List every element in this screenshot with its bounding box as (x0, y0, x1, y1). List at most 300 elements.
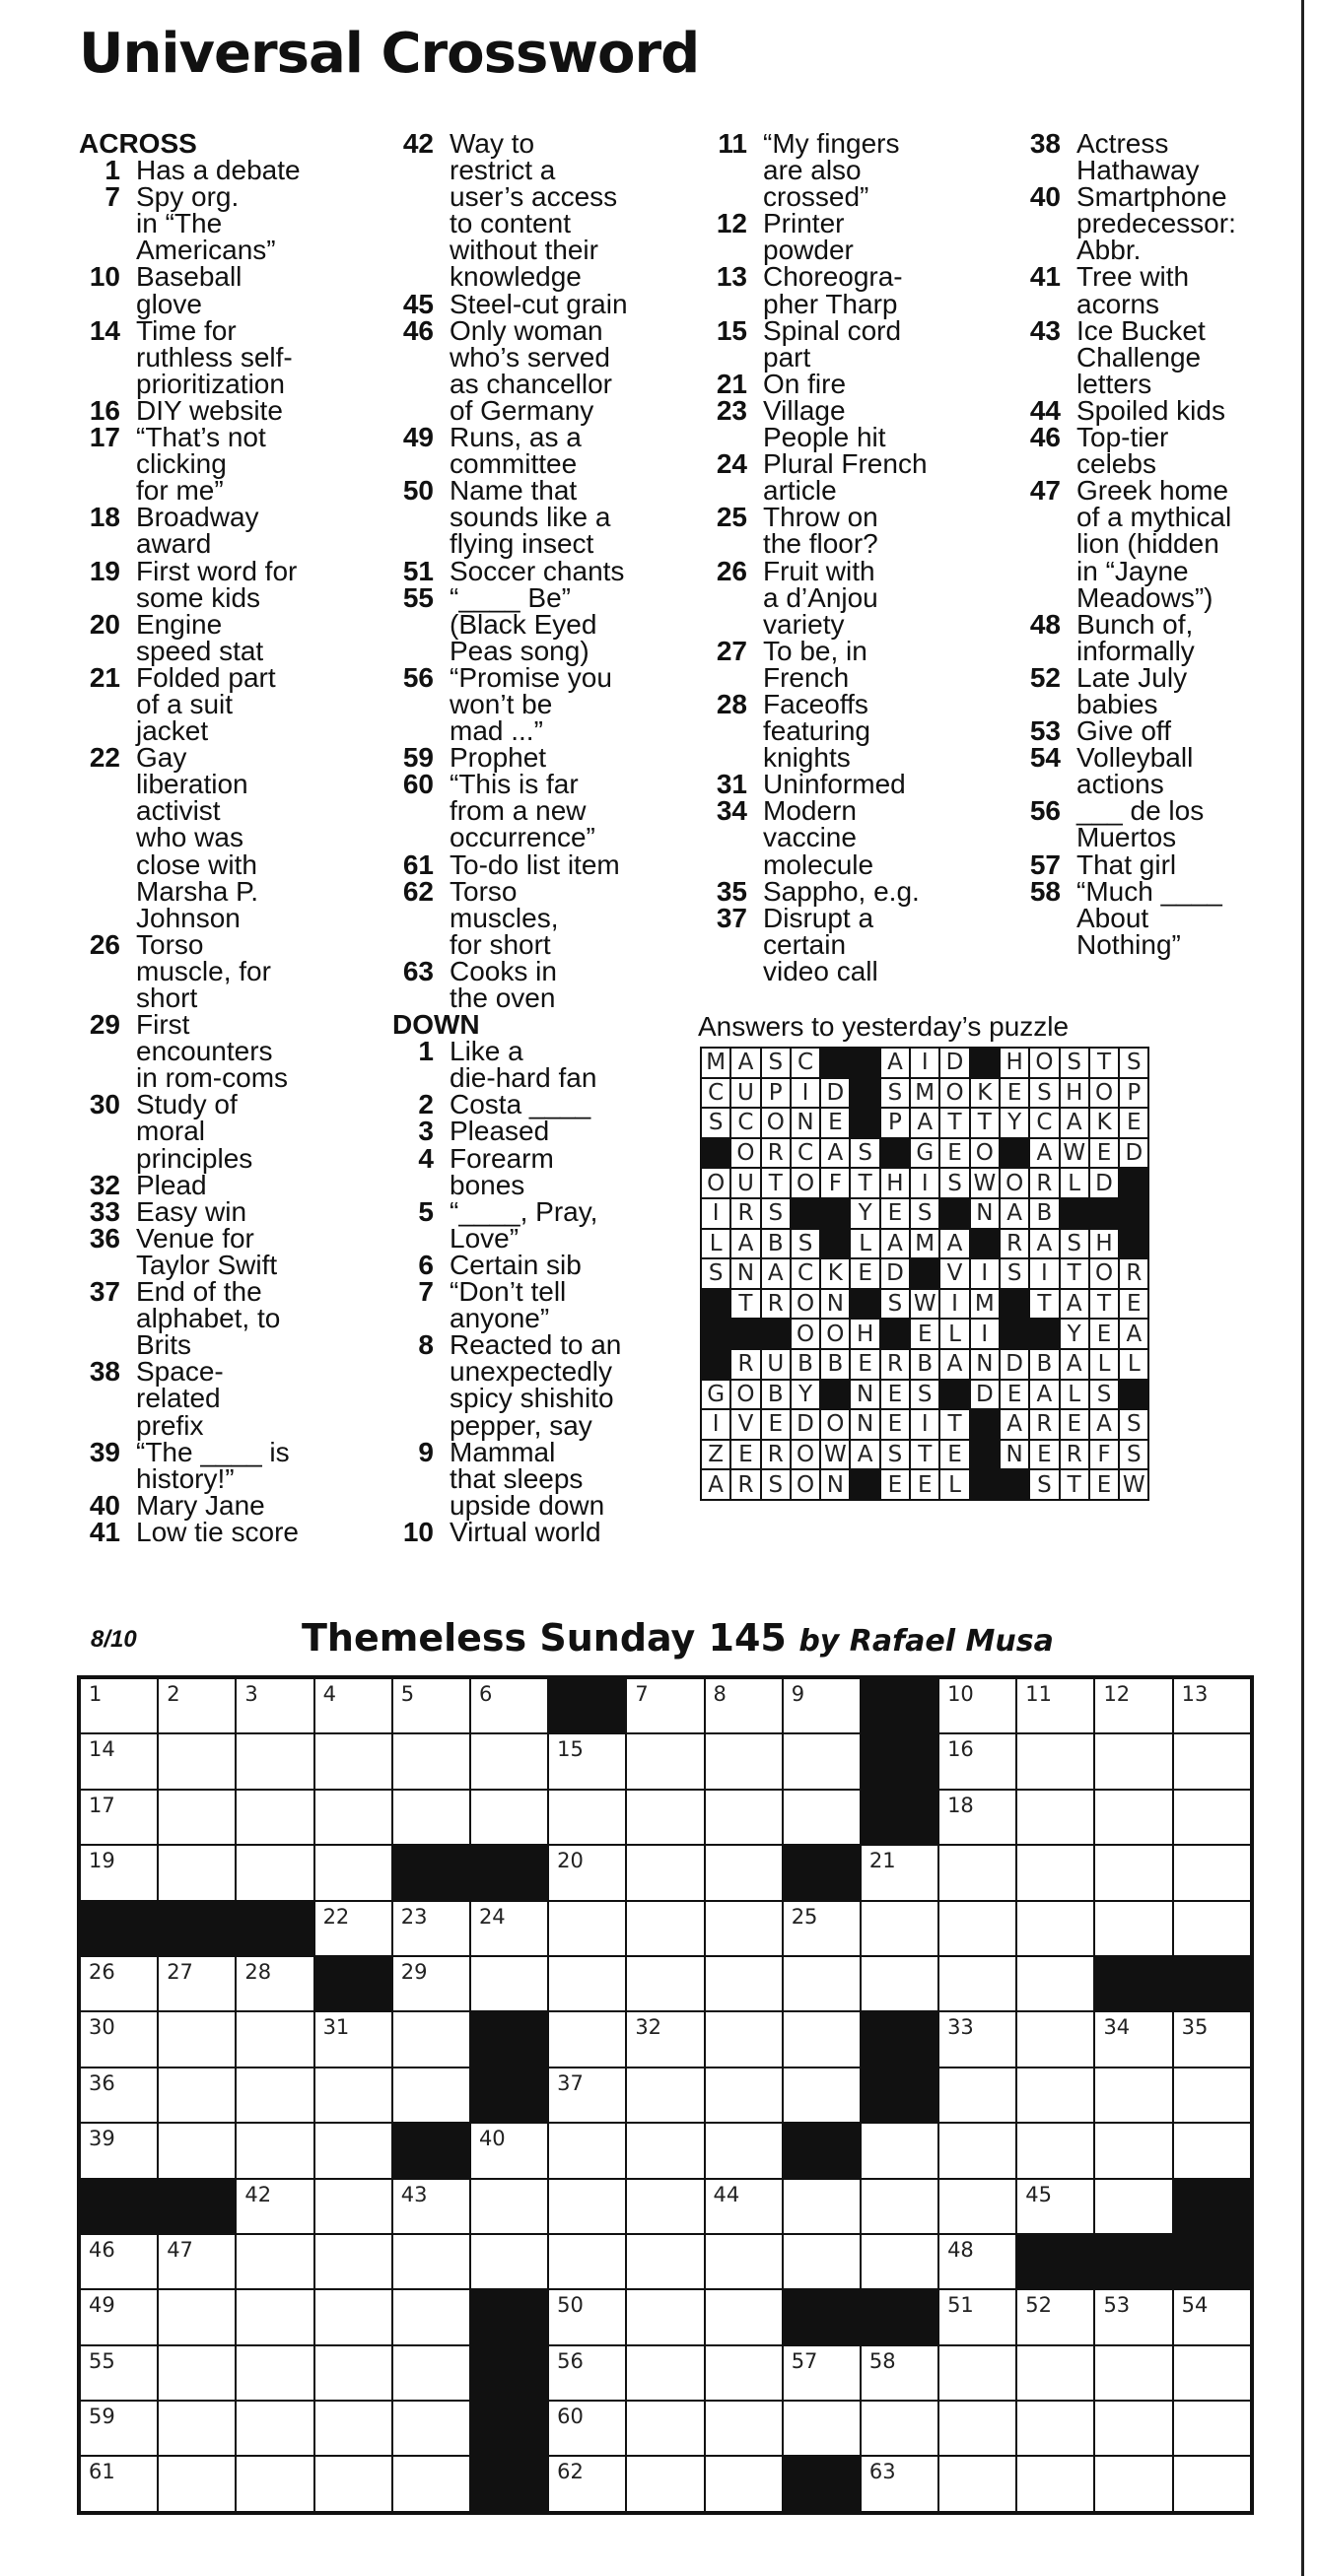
grid-cell[interactable] (705, 1733, 783, 1789)
clue-text-line: Torso (450, 875, 518, 907)
grid-cell[interactable] (1016, 1733, 1094, 1789)
grid-cell[interactable] (1016, 1677, 1094, 1733)
grid-cell[interactable] (470, 1901, 548, 1956)
answer-block-cell (1119, 1380, 1148, 1410)
grid-cell[interactable] (626, 1790, 704, 1845)
grid-cell[interactable] (783, 2234, 861, 2289)
grid-cell[interactable] (705, 1956, 783, 2011)
grid-cell[interactable] (938, 2345, 1016, 2401)
grid-cell[interactable] (1016, 2068, 1094, 2123)
grid-cell[interactable] (236, 2345, 313, 2401)
grid-cell[interactable] (1094, 2123, 1172, 2178)
grid-cell[interactable] (626, 2345, 704, 2401)
grid-cell[interactable] (938, 1790, 1016, 1845)
clue-text-line: Baseball (136, 261, 243, 293)
answer-letter-cell: A (1119, 1319, 1148, 1349)
grid-row (79, 2401, 1252, 2456)
grid-cell[interactable] (1173, 1790, 1252, 1845)
clue-down-53 (1019, 715, 1315, 747)
clue-text-line: certain (763, 928, 847, 960)
grid-cell[interactable] (236, 1790, 313, 1845)
clue-text-line: Certain sib (450, 1249, 582, 1280)
grid-cell[interactable] (158, 2289, 236, 2344)
grid-cell[interactable] (392, 2179, 470, 2234)
cell-number: 36 (89, 2070, 115, 2095)
grid-cell[interactable] (314, 1845, 392, 1900)
grid-row (79, 1733, 1252, 1789)
clue-text-line: “That’s not (136, 422, 266, 453)
grid-cell[interactable] (314, 2123, 392, 2178)
grid-cell[interactable] (79, 2456, 158, 2512)
grid-cell[interactable] (626, 2011, 704, 2067)
grid-cell[interactable] (626, 2289, 704, 2344)
grid-cell[interactable] (1094, 1733, 1172, 1789)
clue-text-line: Village (763, 394, 846, 426)
clue-text-line: Modern (763, 795, 857, 827)
grid-cell[interactable] (158, 1956, 236, 2011)
grid-cell[interactable] (79, 1845, 158, 1900)
cell-number: 15 (557, 1737, 584, 1762)
puzzle-title: Themeless Sunday 145 (302, 1616, 787, 1660)
grid-row (79, 2456, 1252, 2512)
clue-number: 41 (1029, 261, 1061, 293)
grid-cell[interactable] (1016, 1956, 1094, 2011)
grid-cell[interactable] (314, 1733, 392, 1789)
grid-cell[interactable] (861, 2234, 938, 2289)
grid-cell[interactable] (79, 2345, 158, 2401)
grid-cell[interactable] (314, 2068, 392, 2123)
grid-cell[interactable] (626, 2234, 704, 2289)
grid-cell[interactable] (938, 2068, 1016, 2123)
grid-cell[interactable] (783, 2011, 861, 2067)
answer-letter-cell: V (730, 1409, 760, 1440)
black-square (783, 2123, 861, 2178)
answer-letter-cell: T (850, 1168, 879, 1198)
grid-cell[interactable] (548, 1733, 626, 1789)
answer-letter-cell: S (910, 1380, 939, 1410)
clue-text-line: “Much ____ (1076, 875, 1222, 907)
grid-cell[interactable] (392, 2456, 470, 2512)
grid-cell[interactable] (236, 2011, 313, 2067)
grid-cell[interactable] (626, 2123, 704, 2178)
grid-cell[interactable] (470, 2234, 548, 2289)
grid-cell[interactable] (392, 1733, 470, 1789)
clue-number: 51 (402, 555, 434, 586)
grid-cell[interactable] (705, 2401, 783, 2456)
grid-cell[interactable] (79, 2234, 158, 2289)
grid-cell[interactable] (626, 1901, 704, 1956)
cell-number: 3 (244, 1682, 258, 1706)
grid-cell[interactable] (783, 2068, 861, 2123)
clue-text-line: Printer (763, 208, 845, 239)
grid-cell[interactable] (1173, 1901, 1252, 1956)
grid-cell[interactable] (1173, 2068, 1252, 2123)
answer-letter-cell: P (1119, 1078, 1148, 1109)
grid-cell[interactable] (783, 1901, 861, 1956)
grid-cell[interactable] (314, 2289, 392, 2344)
grid-cell[interactable] (158, 1677, 236, 1733)
grid-cell[interactable] (470, 2123, 548, 2178)
answer-letter-cell: G (910, 1138, 939, 1169)
grid-cell[interactable] (79, 1790, 158, 1845)
clue-text-line: Greek home (1076, 475, 1229, 507)
answer-letter-cell: T (761, 1168, 791, 1198)
answer-letter-cell: E (1000, 1078, 1029, 1109)
grid-cell[interactable] (1094, 2345, 1172, 2401)
cell-number: 52 (1025, 2293, 1052, 2318)
clue-number: 5 (418, 1195, 434, 1227)
grid-cell[interactable] (314, 2345, 392, 2401)
grid-cell[interactable] (938, 1677, 1016, 1733)
grid-cell[interactable] (1094, 2401, 1172, 2456)
grid-cell[interactable] (1016, 2179, 1094, 2234)
grid-cell[interactable] (1173, 2123, 1252, 2178)
clue-text-line: flying insect (450, 528, 594, 560)
grid-cell[interactable] (705, 2179, 783, 2234)
clue-text-line: Spoiled kids (1076, 394, 1225, 426)
grid-cell[interactable] (392, 2234, 470, 2289)
grid-cell[interactable] (1016, 2289, 1094, 2344)
answer-letter-cell: K (820, 1258, 850, 1289)
clue-number: 45 (402, 288, 434, 319)
answer-letter-cell: A (939, 1349, 969, 1380)
grid-cell[interactable] (158, 2345, 236, 2401)
grid-cell[interactable] (236, 2401, 313, 2456)
grid-cell[interactable] (938, 2123, 1016, 2178)
clue-number: 21 (89, 661, 120, 693)
answer-letter-cell: O (701, 1168, 730, 1198)
grid-cell[interactable] (158, 2456, 236, 2512)
puzzle-heading (302, 1614, 1054, 1670)
grid-cell[interactable] (705, 2011, 783, 2067)
grid-cell[interactable] (705, 1845, 783, 1900)
grid-cell[interactable] (236, 2068, 313, 2123)
grid-cell[interactable] (470, 1956, 548, 2011)
grid-cell[interactable] (470, 1733, 548, 1789)
grid-cell[interactable] (1094, 2179, 1172, 2234)
answer-letter-cell: E (939, 1138, 969, 1169)
grid-cell[interactable] (236, 1956, 313, 2011)
grid-cell[interactable] (705, 2345, 783, 2401)
clue-down-3 (392, 1116, 688, 1147)
answer-letter-cell: H (1089, 1229, 1119, 1259)
grid-cell[interactable] (626, 2456, 704, 2512)
grid-cell[interactable] (79, 1956, 158, 2011)
clue-across-21 (79, 661, 375, 747)
answer-letter-cell: E (880, 1409, 910, 1440)
grid-cell[interactable] (392, 1790, 470, 1845)
grid-cell[interactable] (158, 1733, 236, 1789)
answer-block-cell (701, 1319, 730, 1349)
grid-cell[interactable] (236, 2234, 313, 2289)
grid-cell[interactable] (938, 2179, 1016, 2234)
grid-cell[interactable] (392, 1901, 470, 1956)
grid-cell[interactable] (1173, 2345, 1252, 2401)
answer-block-cell (850, 1108, 879, 1138)
grid-cell[interactable] (548, 1790, 626, 1845)
grid-cell[interactable] (79, 2289, 158, 2344)
grid-cell[interactable] (392, 1677, 470, 1733)
cell-number: 55 (89, 2348, 115, 2373)
grid-cell[interactable] (548, 2234, 626, 2289)
grid-cell[interactable] (1094, 1677, 1172, 1733)
grid-cell[interactable] (626, 2068, 704, 2123)
clue-text-line: the floor? (763, 528, 878, 560)
grid-cell[interactable] (1094, 2068, 1172, 2123)
clue-text-line: Uninformed (763, 769, 906, 800)
grid-cell[interactable] (1173, 1733, 1252, 1789)
grid-cell[interactable] (548, 2123, 626, 2178)
grid-cell[interactable] (1173, 2289, 1252, 2344)
grid-cell[interactable] (1173, 2456, 1252, 2512)
clue-text-line: Top-tier (1076, 422, 1169, 453)
grid-cell[interactable] (783, 1956, 861, 2011)
cell-number: 2 (167, 1682, 180, 1706)
grid-cell[interactable] (392, 1956, 470, 2011)
grid-cell[interactable] (79, 2011, 158, 2067)
cell-number: 34 (1103, 2015, 1131, 2040)
clue-text-line: Disrupt a (763, 902, 874, 933)
grid-cell[interactable] (1016, 1901, 1094, 1956)
answer-letter-cell: A (1029, 1138, 1059, 1169)
grid-cell[interactable] (236, 2123, 313, 2178)
grid-cell[interactable] (79, 2068, 158, 2123)
answer-block-cell (1000, 1469, 1029, 1500)
answer-letter-cell: B (1029, 1349, 1059, 1380)
clue-number: 7 (104, 181, 120, 213)
grid-cell[interactable] (783, 2179, 861, 2234)
grid-cell[interactable] (626, 1956, 704, 2011)
grid-cell[interactable] (861, 2123, 938, 2178)
grid-cell[interactable] (705, 2068, 783, 2123)
grid-cell[interactable] (314, 2456, 392, 2512)
black-square (1173, 2234, 1252, 2289)
answer-row (701, 1469, 1148, 1500)
grid-cell[interactable] (158, 2123, 236, 2178)
cell-number: 24 (478, 1904, 506, 1929)
clue-text-line: People hit (763, 422, 886, 453)
cell-number: 57 (791, 2348, 818, 2373)
grid-cell[interactable] (392, 2289, 470, 2344)
grid-cell[interactable] (548, 2068, 626, 2123)
answer-letter-cell: S (910, 1198, 939, 1229)
grid-cell[interactable] (158, 1845, 236, 1900)
grid-cell[interactable] (236, 1677, 313, 1733)
grid-cell[interactable] (705, 2456, 783, 2512)
grid-cell[interactable] (705, 1790, 783, 1845)
grid-cell[interactable] (1016, 1790, 1094, 1845)
clue-text-line: “Don’t tell (450, 1276, 567, 1308)
clue-text-line: muscle, for (136, 955, 271, 986)
clue-text-line: acorns (1076, 288, 1160, 319)
answer-letter-cell: B (761, 1380, 791, 1410)
grid-cell[interactable] (548, 2345, 626, 2401)
answer-letter-cell: N (820, 1289, 850, 1320)
grid-cell[interactable] (938, 2234, 1016, 2289)
grid-cell[interactable] (236, 1845, 313, 1900)
clue-text-line: predecessor: (1076, 208, 1236, 239)
clue-text-line: occurrence” (450, 822, 595, 853)
grid-cell[interactable] (158, 2068, 236, 2123)
grid-cell[interactable] (548, 1901, 626, 1956)
clue-text-line: speed stat (136, 635, 264, 666)
grid-cell[interactable] (158, 2234, 236, 2289)
grid-cell[interactable] (314, 2011, 392, 2067)
clue-text-line: won’t be (450, 688, 553, 719)
grid-cell[interactable] (470, 1677, 548, 1733)
grid-cell[interactable] (1016, 1845, 1094, 1900)
grid-cell[interactable] (1094, 2456, 1172, 2512)
answer-letter-cell: E (880, 1380, 910, 1410)
grid-cell[interactable] (392, 2011, 470, 2067)
grid-cell[interactable] (1094, 1845, 1172, 1900)
grid-cell[interactable] (626, 1733, 704, 1789)
clue-text-line: moral (136, 1116, 206, 1147)
grid-cell[interactable] (236, 2179, 313, 2234)
answer-letter-cell: N (850, 1380, 879, 1410)
grid-cell[interactable] (938, 1845, 1016, 1900)
grid-cell[interactable] (314, 2401, 392, 2456)
clue-text-line: Peas song) (450, 635, 589, 666)
grid-cell[interactable] (1016, 2401, 1094, 2456)
grid-cell[interactable] (548, 1845, 626, 1900)
grid-cell[interactable] (470, 2179, 548, 2234)
clue-down-13 (706, 261, 1002, 319)
grid-cell[interactable] (861, 1901, 938, 1956)
grid-cell[interactable] (158, 1790, 236, 1845)
grid-cell[interactable] (783, 1677, 861, 1733)
grid-cell[interactable] (626, 2179, 704, 2234)
answer-letter-cell: B (791, 1349, 820, 1380)
grid-cell[interactable] (158, 2401, 236, 2456)
clue-text-line: mad ...” (450, 715, 543, 747)
clue-text-line: Like a (450, 1036, 523, 1067)
grid-cell[interactable] (1173, 1677, 1252, 1733)
grid-cell[interactable] (861, 2179, 938, 2234)
grid-cell[interactable] (314, 1677, 392, 1733)
grid-cell[interactable] (1016, 2011, 1094, 2067)
grid-cell[interactable] (79, 1677, 158, 1733)
previous-answers-title: Answers to yesterday’s puzzle (698, 1011, 1070, 1042)
grid-cell[interactable] (626, 1845, 704, 1900)
grid-cell[interactable] (705, 2123, 783, 2178)
black-square (392, 1845, 470, 1900)
answer-letter-cell: T (1089, 1048, 1119, 1078)
grid-cell[interactable] (1094, 2011, 1172, 2067)
cell-number: 59 (89, 2405, 115, 2429)
grid-cell[interactable] (314, 1790, 392, 1845)
grid-cell[interactable] (392, 2401, 470, 2456)
grid-cell[interactable] (861, 2456, 938, 2512)
grid-cell[interactable] (861, 2401, 938, 2456)
grid-cell[interactable] (392, 2345, 470, 2401)
grid-cell[interactable] (783, 2401, 861, 2456)
clue-number: 56 (402, 661, 434, 693)
clue-down-1 (392, 1036, 688, 1094)
clue-down-57 (1019, 848, 1315, 880)
grid-cell[interactable] (236, 2289, 313, 2344)
page-title: Universal Crossword (79, 22, 700, 86)
answer-letter-cell: E (730, 1440, 760, 1470)
grid-cell[interactable] (79, 2401, 158, 2456)
grid-cell[interactable] (938, 2289, 1016, 2344)
grid-cell[interactable] (1016, 2123, 1094, 2178)
grid-cell[interactable] (236, 1733, 313, 1789)
grid-cell[interactable] (1173, 2011, 1252, 2067)
grid-cell[interactable] (1094, 1901, 1172, 1956)
grid-cell[interactable] (1016, 2345, 1094, 2401)
grid-cell[interactable] (79, 2123, 158, 2178)
grid-cell[interactable] (705, 1901, 783, 1956)
grid-cell[interactable] (938, 2401, 1016, 2456)
grid-cell[interactable] (783, 1733, 861, 1789)
clue-across-17 (79, 422, 375, 507)
grid-cell[interactable] (705, 2289, 783, 2344)
cell-number: 23 (400, 1904, 428, 1929)
grid-cell[interactable] (548, 2011, 626, 2067)
grid-cell[interactable] (1094, 1790, 1172, 1845)
grid-cell[interactable] (79, 1733, 158, 1789)
grid-cell[interactable] (861, 2345, 938, 2401)
clue-text-line: Plead (136, 1169, 207, 1200)
grid-cell[interactable] (938, 1956, 1016, 2011)
answer-letter-cell: H (850, 1319, 879, 1349)
grid-row (79, 2234, 1252, 2289)
grid-cell[interactable] (626, 1677, 704, 1733)
grid-cell[interactable] (938, 2456, 1016, 2512)
answer-row (701, 1229, 1148, 1259)
clue-text-line: related (136, 1383, 221, 1414)
grid-cell[interactable] (938, 1901, 1016, 1956)
black-square (392, 2123, 470, 2178)
grid-cell[interactable] (548, 2179, 626, 2234)
clue-across-38 (79, 1356, 375, 1441)
grid-cell[interactable] (314, 2179, 392, 2234)
grid-cell[interactable] (938, 1733, 1016, 1789)
grid-cell[interactable] (783, 1790, 861, 1845)
grid-cell[interactable] (861, 1845, 938, 1900)
grid-cell[interactable] (783, 2345, 861, 2401)
grid-cell[interactable] (548, 1956, 626, 2011)
grid-cell[interactable] (548, 2401, 626, 2456)
grid-cell[interactable] (158, 2011, 236, 2067)
grid-cell[interactable] (236, 2456, 313, 2512)
grid-cell[interactable] (705, 2234, 783, 2289)
clue-text-line: variety (763, 608, 845, 640)
answer-letter-cell: G (701, 1380, 730, 1410)
grid-cell[interactable] (626, 2401, 704, 2456)
cell-number: 60 (557, 2405, 584, 2429)
grid-cell[interactable] (548, 2456, 626, 2512)
clue-down-6 (392, 1249, 688, 1280)
answer-letter-cell: A (880, 1048, 910, 1078)
grid-cell[interactable] (705, 1677, 783, 1733)
grid-cell[interactable] (1173, 2401, 1252, 2456)
clue-text-line: molecule (763, 848, 874, 880)
grid-cell[interactable] (861, 1956, 938, 2011)
grid-cell[interactable] (314, 1901, 392, 1956)
grid-cell[interactable] (392, 2068, 470, 2123)
clue-down-40 (1019, 181, 1315, 266)
grid-cell[interactable] (1173, 1845, 1252, 1900)
grid-cell[interactable] (938, 2011, 1016, 2067)
grid-cell[interactable] (1016, 2456, 1094, 2512)
clue-text-line: Nothing” (1076, 928, 1181, 960)
grid-cell[interactable] (1094, 2289, 1172, 2344)
grid-cell[interactable] (314, 2234, 392, 2289)
grid-cell[interactable] (548, 2289, 626, 2344)
grid-cell[interactable] (470, 1790, 548, 1845)
